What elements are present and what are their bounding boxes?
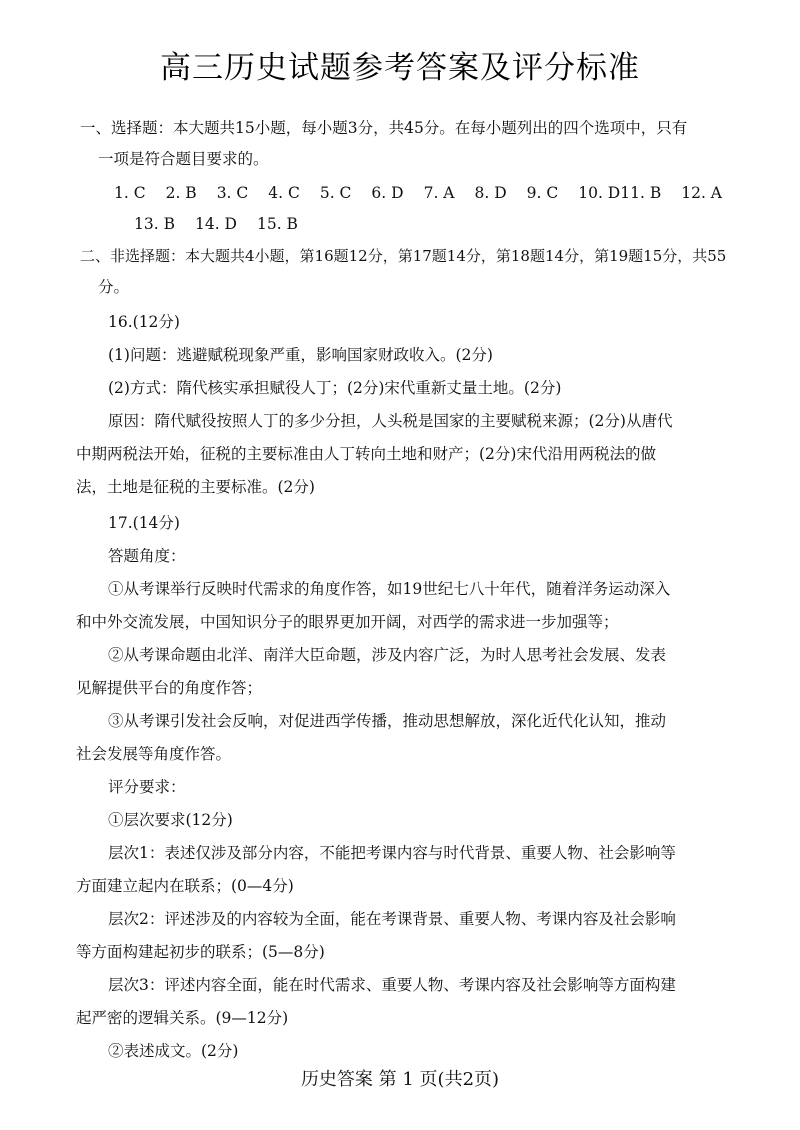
page-title: 高三历史试题参考答案及评分标准 xyxy=(160,50,640,86)
answer-15: 15. B xyxy=(256,215,298,233)
q17-angle-1: ①从考课举行反映时代需求的角度作答，如19世纪七八十年代，随着洋务运动深入 xyxy=(108,580,671,598)
page-footer: 历史答案 第 1 页(共2页) xyxy=(300,1069,500,1090)
answer-1: 1. C xyxy=(114,184,146,202)
answer-8: 8. D xyxy=(474,184,507,202)
q17-angle-1-cont: 和中外交流发展，中国知识分子的眼界更加开阔，对西学的需求进一步加强等； xyxy=(76,613,619,631)
answer-2: 2. B xyxy=(165,184,197,202)
answer-7: 7. A xyxy=(423,184,455,202)
q16-reason: 原因：隋代赋役按照人丁的多少分担，人头税是国家的主要赋税来源；(2分)从唐代 xyxy=(108,412,673,430)
answer-6: 6. D xyxy=(371,184,404,202)
answer-13: 13. B xyxy=(134,215,175,233)
q17-level-3: 层次3：评述内容全面，能在时代需求、重要人物、考课内容及社会影响等方面构建 xyxy=(108,976,676,994)
section2-heading: 二、非选择题：本大题共4小题，第16题12分，第17题14分，第18题14分，第19题15分，共55 xyxy=(80,247,727,265)
answer-3: 3. C xyxy=(216,184,249,202)
answers-row-2 xyxy=(134,213,318,235)
q17-angle-3: ③从考课引发社会反响，对促进西学传播，推动思想解放，深化近代化认知，推动 xyxy=(108,712,667,730)
q17-angle-3-cont: 社会发展等角度作答。 xyxy=(76,745,232,763)
q17-level-1: 层次1：表述仅涉及部分内容，不能把考课内容与时代背景、重要人物、社会影响等 xyxy=(108,844,676,862)
q17-level-2-cont: 等方面构建起初步的联系；(5—8分) xyxy=(76,943,325,961)
q17-level-requirement: ①层次要求(12分) xyxy=(108,811,233,829)
q17-scoring-heading: 评分要求： xyxy=(108,778,186,796)
q16-method: (2)方式：隋代核实承担赋役人丁；(2分)宋代重新丈量土地。(2分) xyxy=(108,379,562,397)
answer-4: 4. C xyxy=(268,184,300,202)
answer-9: 9. C xyxy=(526,184,559,202)
answer-5: 5. C xyxy=(319,184,352,202)
q17-angle-2-cont: 见解提供平台的角度作答； xyxy=(76,679,263,697)
q17-expression: ②表述成文。(2分) xyxy=(108,1042,239,1060)
q17-level-1-cont: 方面建立起内在联系；(0—4分) xyxy=(76,877,294,895)
q17-angle-heading: 答题角度： xyxy=(108,547,186,565)
q17-level-3-cont: 起严密的逻辑关系。(9—12分) xyxy=(76,1009,289,1027)
q16-problem: (1)问题：逃避赋税现象严重，影响国家财政收入。(2分) xyxy=(108,346,493,364)
section1-heading-cont: 一项是符合题目要求的。 xyxy=(98,150,269,168)
section1-heading: 一、选择题：本大题共15小题，每小题3分，共45分。在每小题列出的四个选项中，只有 xyxy=(80,119,688,137)
answers-row-1 xyxy=(114,182,742,204)
q16-reason-cont-1: 中期两税法开始，征税的主要标准由人丁转向土地和财产；(2分)宋代沿用两税法的做 xyxy=(76,445,656,463)
q17-angle-2: ②从考课命题由北洋、南洋大臣命题，涉及内容广泛，为时人思考社会发展、发表 xyxy=(108,646,667,664)
answer-14: 14. D xyxy=(194,215,237,233)
q17-label: 17.(14分) xyxy=(108,514,180,532)
answer-12: 12. A xyxy=(681,184,722,202)
answer-10-11: 10. D11. B xyxy=(578,184,662,202)
section2-heading-cont: 分。 xyxy=(98,278,130,296)
q16-label: 16.(12分) xyxy=(108,313,180,331)
q16-reason-cont-2: 法，土地是征税的主要标准。(2分) xyxy=(76,478,315,496)
q17-level-2: 层次2：评述涉及的内容较为全面，能在考课背景、重要人物、考课内容及社会影响 xyxy=(108,910,676,928)
